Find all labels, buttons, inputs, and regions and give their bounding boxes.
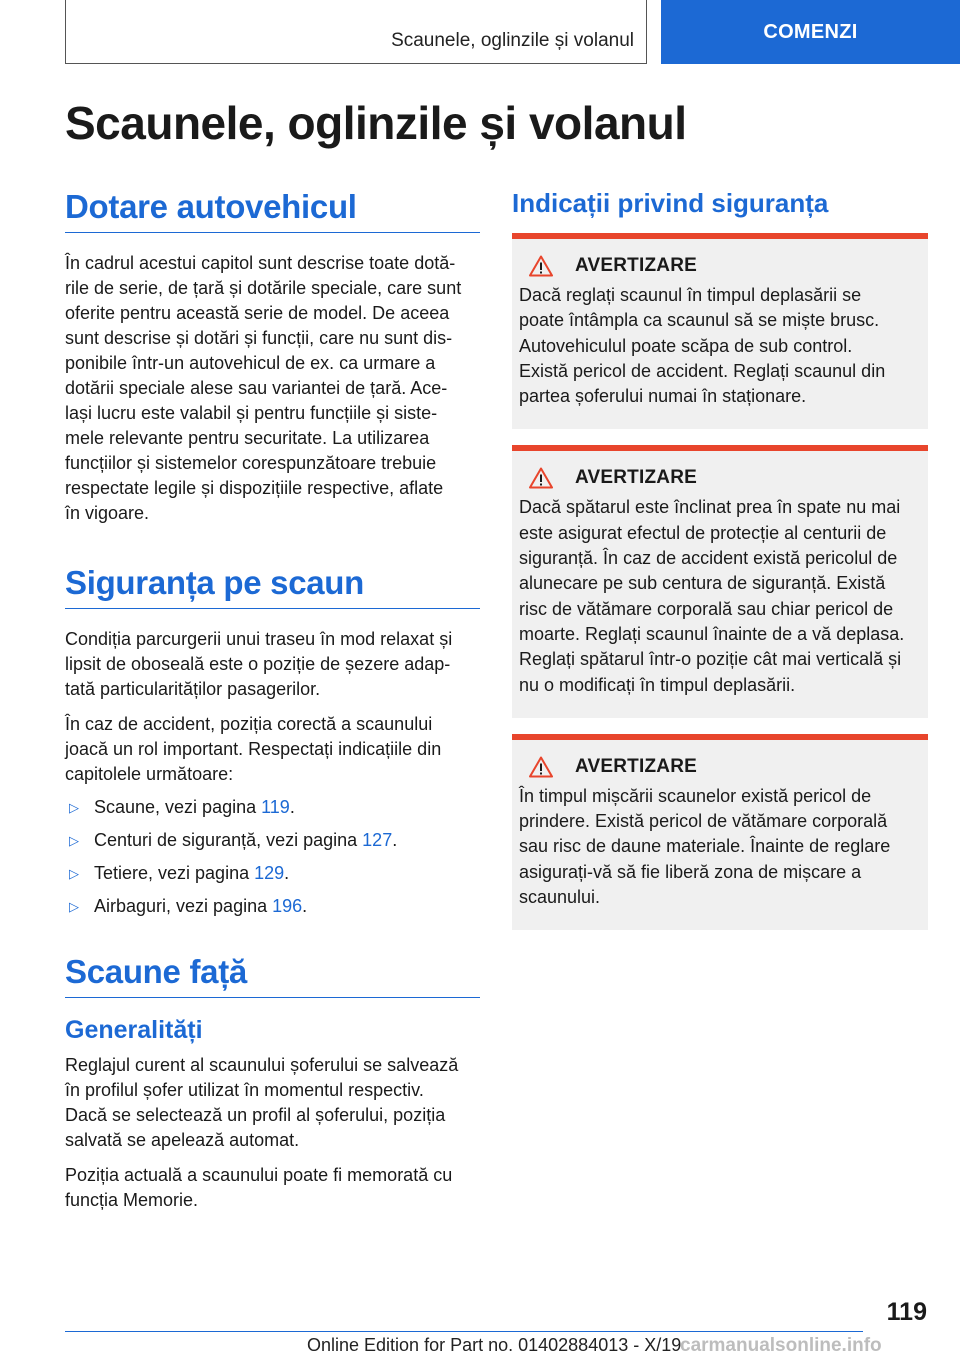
- list-item: ▷ Tetiere, vezi pagina 129.: [65, 861, 480, 886]
- warning-title: AVERTIZARE: [575, 467, 697, 489]
- heading-siguranta: Siguranța pe scaun: [65, 564, 480, 609]
- warning-title: AVERTIZARE: [575, 255, 697, 276]
- paragraph-generalitati-1: Reglajul curent al scaunului șoferului se salvează în profilul șofer utilizat în momentul respectiv. Dacă se selectează un profil al șoferului, poziția salvată se apelează automat.: [65, 1055, 459, 1150]
- heading-dotare: Dotare autovehicul: [65, 188, 480, 233]
- footer-edition: Online Edition for Part no. 01402884013 - X/19: [307, 1335, 682, 1355]
- warning-title: AVERTIZARE: [575, 755, 697, 777]
- list-item: ▷ Centuri de siguranță, vezi pagina 127.: [65, 828, 480, 853]
- warning-triangle-icon: [529, 255, 553, 277]
- triangle-bullet-icon: ▷: [69, 800, 79, 815]
- warning-box-1: [512, 233, 928, 429]
- list-item: ▷ Airbaguri, vezi pagina 196.: [65, 894, 480, 919]
- page-link-127[interactable]: 127: [362, 830, 393, 850]
- triangle-bullet-icon: ▷: [69, 899, 79, 914]
- page-title: Scaunele, oglinzile și volanul: [65, 97, 687, 149]
- heading-indicatii: Indicații privind siguranța: [512, 188, 829, 218]
- header-section-title: Scaunele, oglinzile și volanul: [391, 30, 634, 51]
- paragraph-siguranta-2: În caz de accident, poziția corectă a scaunului joacă un rol important. Respectați indicațiile din capitolele următoare:: [65, 714, 442, 784]
- heading-scaune-fata: Scaune față: [65, 953, 480, 998]
- left-column: [65, 188, 480, 1213]
- watermark: carmanualsonline.info: [680, 1335, 882, 1356]
- paragraph-siguranta-1: Condiția parcurgerii unui traseu în mod relaxat și lipsit de oboseală este o poziție de șezere adap‐ tată particularităților pasagerilor.: [65, 629, 453, 699]
- header-box: [65, 0, 647, 64]
- warning-triangle-icon: [529, 756, 553, 778]
- warning-box-3: [512, 734, 928, 930]
- page-number: 119: [886, 1298, 927, 1326]
- page-link-196[interactable]: 196: [272, 896, 303, 916]
- warning-triangle-icon: [529, 467, 553, 489]
- warning-text: În timpul mișcării scaunelor există pericol de prindere. Există pericol de vătămare corporală sau risc de daune materiale. Înainte de reglare asigurați-vă să fie liberă zona de mișcare a scaunului.: [519, 785, 891, 908]
- page-link-129[interactable]: 129: [254, 863, 285, 883]
- reference-list: [65, 795, 480, 919]
- triangle-bullet-icon: ▷: [69, 866, 79, 881]
- triangle-bullet-icon: ▷: [69, 833, 79, 848]
- heading-generalitati: Generalități: [65, 1016, 203, 1044]
- warning-text: Dacă reglați scaunul în timpul deplasării se poate întâmpla ca scaunul să se miște brusc. Autovehiculul poate scăpa de sub control. Există pericol de accident. Reglați scaunul din partea șoferului numai în staționare.: [519, 285, 886, 407]
- warning-text: Dacă spătarul este înclinat prea în spate nu mai este asigurat efectul de protecție al centurii de siguranță. În caz de accident există pericolul de alunecare pe sub centura de siguranță. Există risc de vătămare corporală sau chiar pericol de moarte. Reglați scaunul înainte de a vă deplasa. Reglați spătarul într-o poziție cât mai verticală și nu o modificați în timpul deplasării.: [519, 497, 905, 695]
- footer-divider: [65, 1331, 863, 1332]
- paragraph-dotare: În cadrul acestui capitol sunt descrise toate dotă‐ rile de serie, de țară și dotările speciale, care sunt oferite pentru această serie de model. De aceea sunt descrise și dotări și funcții, care nu sunt dis‐ ponibile într-un autovehicul de ex. ca urmare a dotării speciale alese sau variantei de țară. Ace‐ lași lucru este valabil și pentru funcțiile și siste‐ mele relevante pentru securitate. La utilizarea funcțiilor și sistemelor corespunzătoare trebuie respectate legile și dispozițiile respective, aflate în vigoare.: [65, 253, 462, 523]
- header-tab-comenzi[interactable]: COMENZI: [661, 0, 960, 64]
- list-item: ▷ Scaune, vezi pagina 119.: [65, 795, 480, 820]
- paragraph-generalitati-2: Poziția actuală a scaunului poate fi memorată cu funcția Memorie.: [65, 1165, 453, 1210]
- page-link-119[interactable]: 119: [261, 797, 290, 817]
- warning-box-2: [512, 445, 928, 717]
- right-column: [512, 188, 928, 946]
